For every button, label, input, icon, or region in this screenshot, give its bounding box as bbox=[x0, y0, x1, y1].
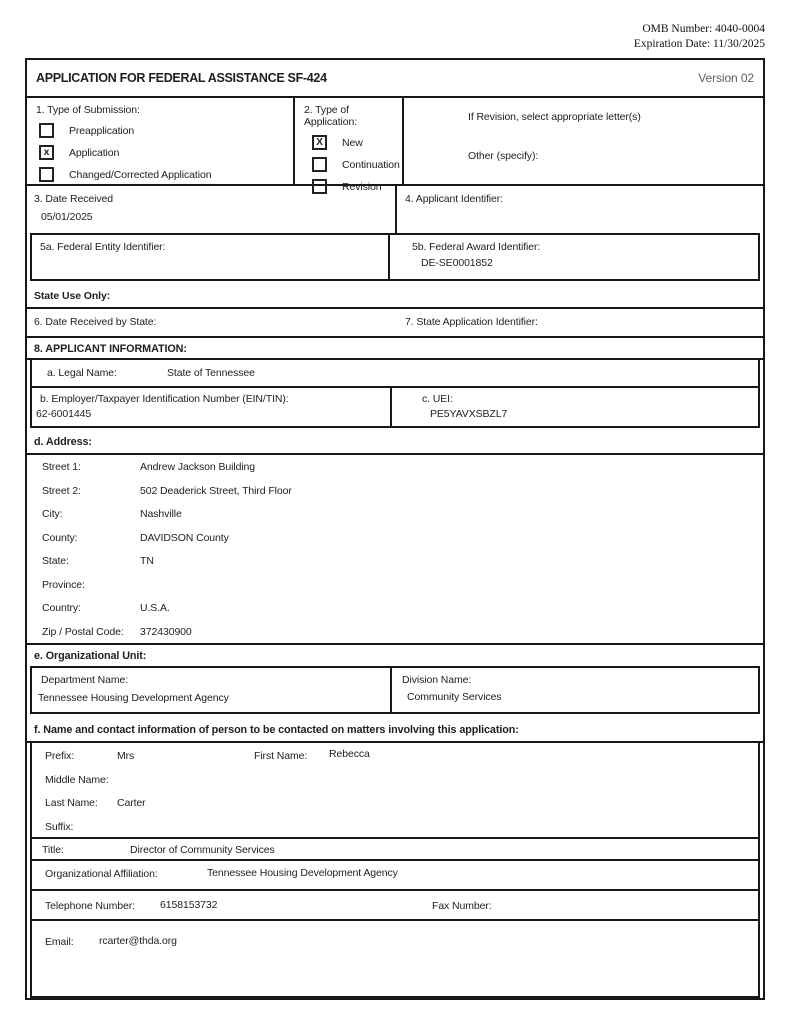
option-preapplication bbox=[39, 123, 293, 138]
telephone-fax-row bbox=[32, 891, 758, 921]
application-label: Application bbox=[69, 146, 120, 159]
expiration-date: Expiration Date: 11/30/2025 bbox=[633, 38, 765, 50]
state-use-only-label: State Use Only: bbox=[34, 290, 111, 302]
new-checkbox[interactable]: X bbox=[312, 135, 327, 150]
legal-name-row bbox=[30, 358, 760, 388]
zip-value[interactable]: 372430900 bbox=[140, 625, 192, 638]
email-label: Email: bbox=[45, 936, 74, 948]
organizational-unit-row bbox=[30, 666, 760, 714]
state-row bbox=[27, 549, 763, 573]
county-value[interactable]: DAVIDSON County bbox=[140, 531, 229, 544]
street1-row bbox=[27, 455, 763, 479]
option-application bbox=[39, 145, 293, 160]
type-of-application-label: 2. Type of Application: bbox=[304, 104, 358, 128]
row-b-c bbox=[30, 386, 760, 428]
ein-value[interactable]: 62-6001445 bbox=[36, 408, 92, 420]
date-received-value[interactable]: 05/01/2025 bbox=[41, 211, 93, 223]
county-label: County: bbox=[42, 531, 78, 544]
prefix-label: Prefix: bbox=[45, 750, 75, 762]
title-row bbox=[32, 839, 758, 861]
date-received-by-state-label: 6. Date Received by State: bbox=[34, 316, 157, 328]
title-value[interactable]: Director of Community Services bbox=[130, 844, 275, 856]
changed-corrected-checkbox[interactable] bbox=[39, 167, 54, 182]
county-row bbox=[27, 526, 763, 550]
organizational-affiliation-label: Organizational Affiliation: bbox=[45, 868, 158, 880]
last-name-row bbox=[32, 790, 758, 814]
other-specify-label: Other (specify): bbox=[468, 150, 539, 162]
changed-corrected-label: Changed/Corrected Application bbox=[69, 168, 212, 181]
uei-value[interactable]: PE5YAVXSBZL7 bbox=[430, 408, 508, 420]
date-received-label: 3. Date Received bbox=[34, 193, 113, 205]
application-checkbox[interactable]: x bbox=[39, 145, 54, 160]
revision-label: Revision bbox=[342, 180, 382, 193]
omb-block bbox=[634, 22, 765, 52]
row-6-7 bbox=[27, 309, 763, 338]
federal-award-identifier-label: 5b. Federal Award Identifier: bbox=[412, 241, 541, 253]
zip-row bbox=[27, 620, 763, 644]
province-row bbox=[27, 573, 763, 597]
form-title: APPLICATION FOR FEDERAL ASSISTANCE SF-424 bbox=[36, 71, 327, 85]
date-received-cell bbox=[27, 186, 397, 233]
address-section-label: d. Address: bbox=[34, 436, 92, 448]
federal-award-identifier-value[interactable]: DE-SE0001852 bbox=[421, 257, 493, 269]
uei-cell bbox=[392, 388, 758, 426]
preapplication-checkbox[interactable] bbox=[39, 123, 54, 138]
contact-section-header bbox=[27, 714, 763, 743]
country-value[interactable]: U.S.A. bbox=[140, 602, 170, 614]
last-name-value[interactable]: Carter bbox=[117, 797, 146, 809]
city-value[interactable]: Nashville bbox=[140, 508, 182, 520]
prefix-value[interactable]: Mrs bbox=[117, 750, 135, 762]
row-5a-5b bbox=[30, 233, 760, 281]
date-received-by-state-cell bbox=[27, 316, 397, 336]
street1-label: Street 1: bbox=[42, 461, 81, 473]
applicant-information-label: 8. APPLICANT INFORMATION: bbox=[34, 343, 187, 355]
uei-label: c. UEI: bbox=[422, 393, 453, 405]
option-continuation bbox=[312, 157, 402, 172]
row-3-4 bbox=[27, 186, 763, 233]
street2-value[interactable]: 502 Deaderick Street, Third Floor bbox=[140, 484, 292, 497]
section-1-2 bbox=[27, 98, 763, 193]
applicant-identifier-label: 4. Applicant Identifier: bbox=[405, 193, 503, 205]
contact-box bbox=[30, 741, 760, 998]
type-of-submission-cell bbox=[27, 98, 295, 184]
continuation-label: Continuation bbox=[342, 158, 400, 171]
province-label: Province: bbox=[42, 578, 85, 591]
federal-entity-identifier-label: 5a. Federal Entity Identifier: bbox=[40, 241, 166, 253]
address-fields bbox=[27, 455, 763, 645]
omb-number: OMB Number: 4040-0004 bbox=[642, 23, 765, 35]
first-name-label: First Name: bbox=[254, 750, 308, 762]
federal-entity-identifier-cell bbox=[32, 235, 390, 279]
type-of-application-cell bbox=[295, 98, 404, 193]
country-label: Country: bbox=[42, 602, 81, 614]
organizational-unit-header bbox=[27, 645, 763, 666]
department-value[interactable]: Tennessee Housing Development Agency bbox=[38, 692, 229, 704]
zip-label: Zip / Postal Code: bbox=[42, 625, 124, 638]
telephone-value[interactable]: 6158153732 bbox=[160, 899, 218, 911]
first-name-value[interactable]: Rebecca bbox=[329, 748, 370, 760]
street2-row bbox=[27, 479, 763, 503]
department-label: Department Name: bbox=[41, 674, 129, 686]
federal-award-identifier-cell bbox=[390, 235, 758, 279]
prefix-row bbox=[32, 743, 758, 767]
last-name-label: Last Name: bbox=[45, 797, 98, 809]
street2-label: Street 2: bbox=[42, 484, 81, 497]
type-of-submission-label: 1. Type of Submission: bbox=[36, 104, 140, 116]
state-application-identifier-label: 7. State Application Identifier: bbox=[405, 316, 538, 328]
legal-name-label: a. Legal Name: bbox=[47, 367, 117, 379]
sf424-form bbox=[25, 58, 765, 1000]
title-label: Title: bbox=[42, 844, 64, 856]
middle-name-label: Middle Name: bbox=[45, 774, 109, 786]
telephone-label: Telephone Number: bbox=[45, 900, 135, 912]
suffix-label: Suffix: bbox=[45, 821, 74, 833]
street1-value[interactable]: Andrew Jackson Building bbox=[140, 461, 256, 473]
suffix-row bbox=[32, 814, 758, 839]
division-cell bbox=[392, 668, 758, 712]
state-application-identifier-cell bbox=[397, 316, 763, 336]
state-use-only-row bbox=[27, 283, 763, 309]
option-changed-corrected bbox=[39, 167, 293, 182]
department-cell bbox=[32, 668, 392, 712]
revision-note: If Revision, select appropriate letter(s) bbox=[468, 111, 641, 123]
fax-label: Fax Number: bbox=[432, 900, 492, 912]
email-value[interactable]: rcarter@thda.org bbox=[99, 935, 177, 947]
organizational-unit-label: e. Organizational Unit: bbox=[34, 650, 147, 662]
preapplication-label: Preapplication bbox=[69, 124, 135, 137]
division-value[interactable]: Community Services bbox=[407, 691, 502, 703]
state-value[interactable]: TN bbox=[140, 555, 154, 567]
contact-section-label: f. Name and contact information of person to be contacted on matters involving this application: bbox=[34, 724, 519, 736]
new-label: New bbox=[342, 136, 363, 149]
organizational-affiliation-row bbox=[32, 861, 758, 891]
form-header bbox=[27, 60, 763, 98]
applicant-identifier-cell bbox=[397, 186, 763, 233]
continuation-checkbox[interactable] bbox=[312, 157, 327, 172]
middle-name-row bbox=[32, 767, 758, 790]
applicant-information-header bbox=[27, 338, 763, 360]
division-label: Division Name: bbox=[402, 674, 472, 686]
organizational-affiliation-value[interactable]: Tennessee Housing Development Agency bbox=[207, 867, 398, 879]
form-version: Version 02 bbox=[698, 71, 754, 85]
revision-detail-cell bbox=[404, 98, 763, 184]
address-section-header bbox=[27, 428, 763, 455]
option-new bbox=[312, 135, 402, 150]
ein-label: b. Employer/Taxpayer Identification Number (EIN/TIN): bbox=[40, 393, 289, 405]
city-row bbox=[27, 502, 763, 526]
email-row bbox=[32, 921, 758, 996]
country-row bbox=[27, 596, 763, 620]
city-label: City: bbox=[42, 508, 63, 520]
legal-name-value[interactable]: State of Tennessee bbox=[167, 367, 255, 379]
ein-cell bbox=[32, 388, 392, 426]
state-label: State: bbox=[42, 555, 69, 567]
